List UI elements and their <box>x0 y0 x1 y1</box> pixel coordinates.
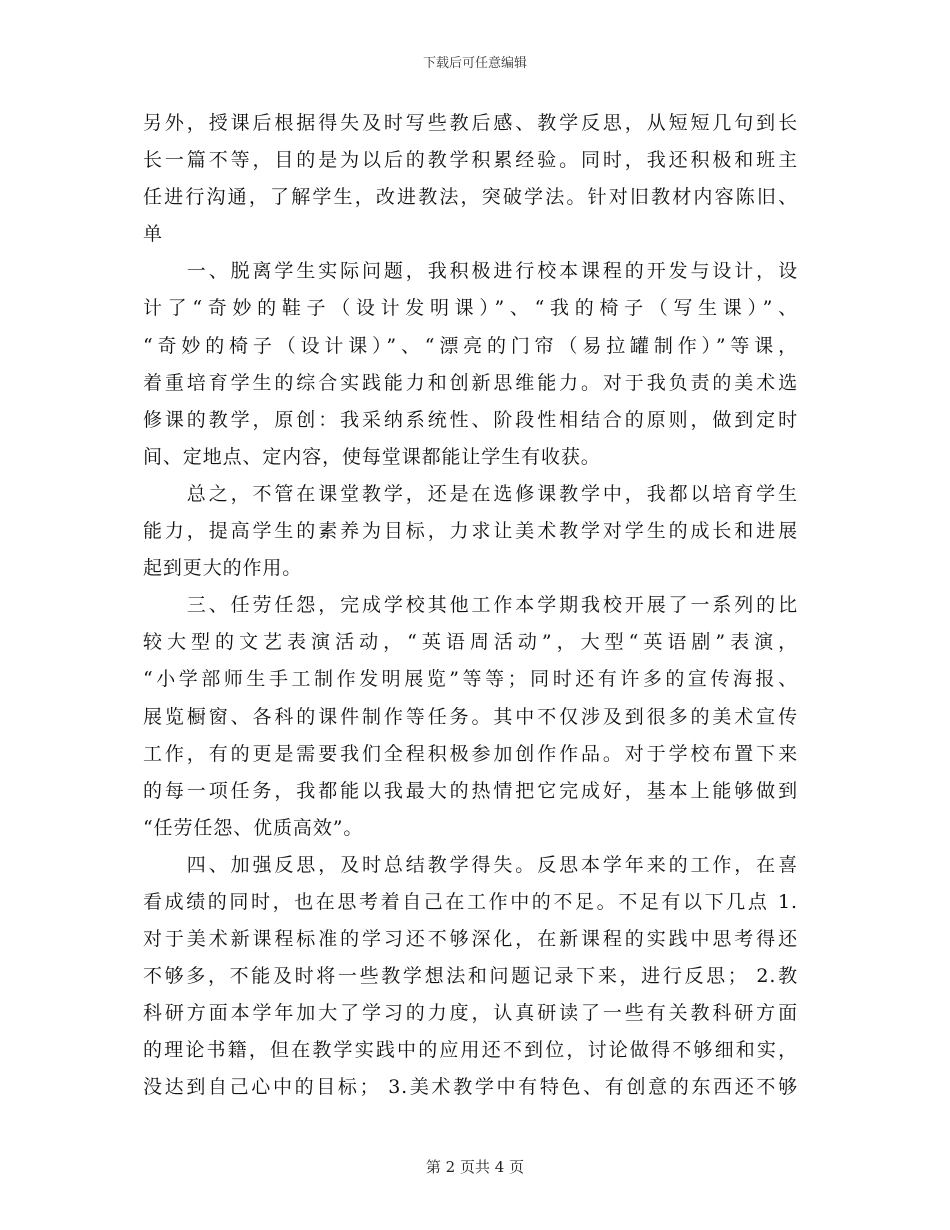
text-line: 能力，提高学生的素养为目标，力求让美术教学对学生的成长和进展 <box>143 520 798 543</box>
text-line: “小学部师生手工制作发明展览”等等；同时还有许多的宣传海报、 <box>143 668 798 691</box>
text-line: 计了“奇妙的鞋子（设计发明课）”、“我的椅子（写生课）”、 <box>143 297 798 320</box>
text-line: 起到更大的作用。 <box>143 557 303 580</box>
text-line: 的每一项任务，我都能以我最大的热情把它完成好，基本上能够做到 <box>143 779 798 802</box>
text-line: 工作，有的更是需要我们全程积极参加创作作品。对于学校布置下来 <box>143 742 798 765</box>
page-number-footer: 第 2 页共 4 页 <box>425 1158 525 1176</box>
text-line: 不够多，不能及时将一些教学想法和问题记录下来，进行反思； 2.教 <box>143 965 798 988</box>
text-line: “任劳任怨、优质高效”。 <box>143 816 364 839</box>
text-line: 科研方面本学年加大了学习的力度，认真研读了一些有关教科研方面 <box>143 1002 798 1025</box>
text-line: 另外，授课后根据得失及时写些教后感、教学反思，从短短几句到长 <box>143 112 798 134</box>
text-line: 总之，不管在课堂教学，还是在选修课教学中，我都以培育学生 <box>143 482 798 505</box>
text-line: 间、定地点、定内容，使每堂课都能让学生有收获。 <box>143 445 601 468</box>
text-line: 对于美术新课程标准的学习还不够深化，在新课程的实践中思考得还 <box>143 928 798 951</box>
text-line: 长一篇不等，目的是为以后的教学积累经验。同时，我还积极和班主 <box>143 149 798 172</box>
document-body <box>143 105 798 1107</box>
text-line: 较大型的文艺表演活动，“英语周活动”，大型“英语剧”表演， <box>143 631 798 654</box>
text-line: “奇妙的椅子（设计课）”、“漂亮的门帘（易拉罐制作）”等课， <box>143 334 798 357</box>
text-line: 展览橱窗、各科的课件制作等任务。其中不仅涉及到很多的美术宣传 <box>143 705 798 728</box>
text-line: 没达到自己心中的目标； 3.美术教学中有特色、有创意的东西还不够 <box>143 1076 798 1099</box>
page-header: 下载后可任意编辑 <box>422 56 527 71</box>
text-line: 单 <box>143 223 163 246</box>
text-line: 修课的教学，原创：我采纳系统性、阶段性相结合的原则，做到定时 <box>143 408 798 431</box>
text-line: 看成绩的同时，也在思考着自己在工作中的不足。不足有以下几点 1. <box>143 890 798 913</box>
text-line: 四、加强反思，及时总结教学得失。反思本学年来的工作，在喜 <box>143 853 798 876</box>
text-line: 三、任劳任怨，完成学校其他工作本学期我校开展了一系列的比 <box>143 594 798 617</box>
text-line: 任进行沟通，了解学生，改进教法，突破学法。针对旧教材内容陈旧、 <box>143 186 798 209</box>
text-line: 一、脱离学生实际问题，我积极进行校本课程的开发与设计，设 <box>143 260 798 283</box>
text-line: 的理论书籍，但在教学实践中的应用还不到位，讨论做得不够细和实， <box>143 1039 798 1062</box>
text-line: 着重培育学生的综合实践能力和创新思维能力。对于我负责的美术选 <box>143 371 798 394</box>
